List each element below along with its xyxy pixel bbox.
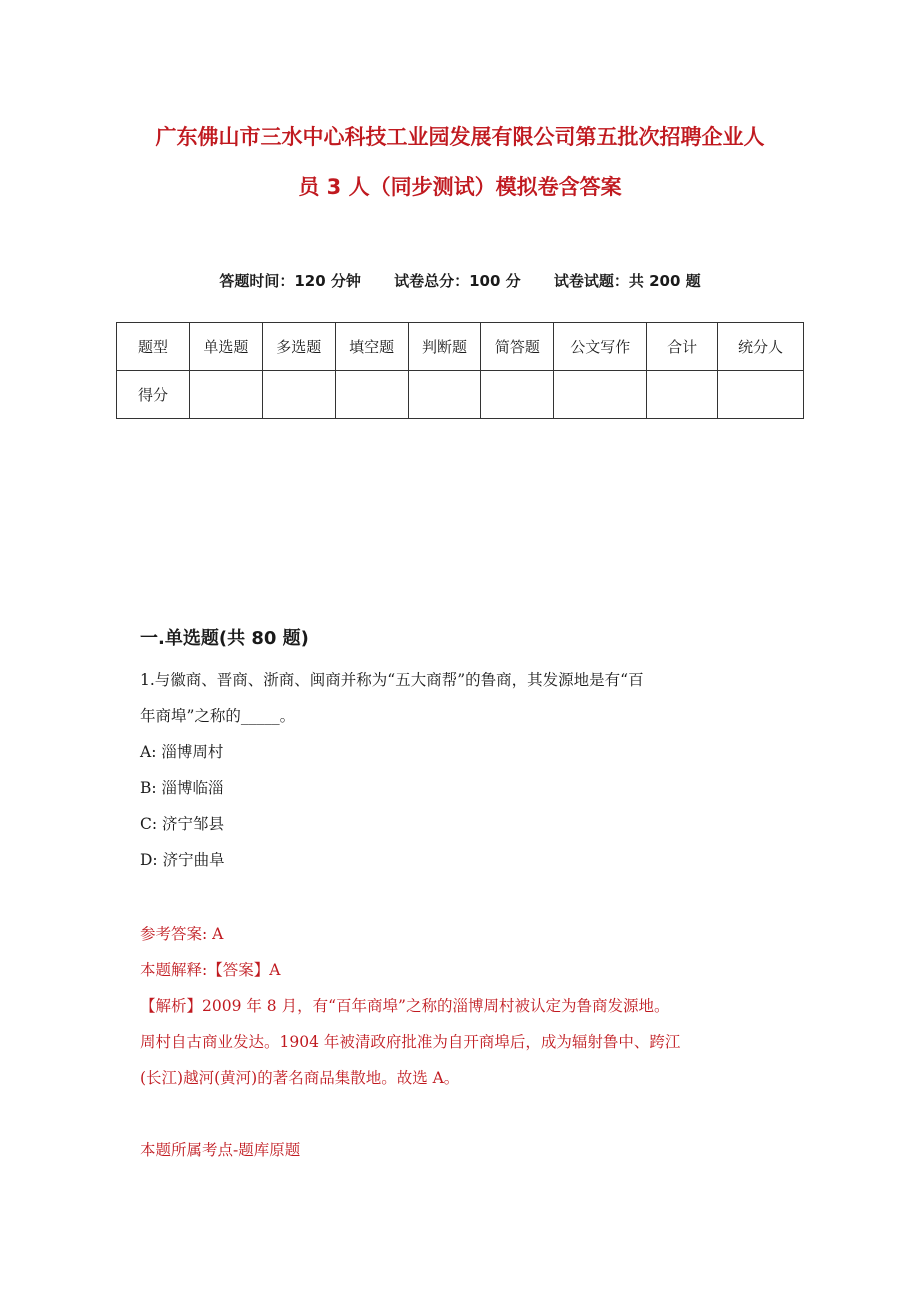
exam-total-score: 试卷总分：100 分: [394, 272, 521, 290]
score-cell: [262, 371, 335, 419]
score-table: [116, 322, 804, 419]
header-cell: 合计: [647, 323, 718, 371]
header-cell: 判断题: [408, 323, 481, 371]
score-cell: [408, 371, 481, 419]
score-cell: [554, 371, 647, 419]
title-line-2: 员 3 人（同步测试）模拟卷含答案: [298, 175, 622, 199]
explanation-line-3: (长江)越河(黄河)的著名商品集散地。故选 A。: [140, 1069, 460, 1087]
section-title: 一.单选题(共 80 题): [140, 628, 309, 649]
row-label-cell: 得分: [117, 371, 190, 419]
header-cell: 简答题: [481, 323, 554, 371]
exam-question-count: 试卷试题：共 200 题: [553, 272, 701, 290]
question-block: [140, 662, 780, 1168]
score-cell: [718, 371, 804, 419]
topic-tag: 本题所属考点-题库原题: [140, 1141, 301, 1159]
explanation-line-1: 【解析】2009 年 8 月，有“百年商埠”之称的淄博周村被认定为鲁商发源地。: [140, 997, 670, 1015]
score-table-score-row: [117, 371, 804, 419]
explanation-line-2: 周村自古商业发达。1904 年被清政府批准为自开商埠后，成为辐射鲁中、跨江: [140, 1033, 681, 1051]
exam-time: 答题时间：120 分钟: [219, 272, 361, 290]
header-cell: 单选题: [189, 323, 262, 371]
score-cell: [647, 371, 718, 419]
question-stem-line-2: 年商埠”之称的_____。: [140, 707, 296, 725]
explanation-heading: 本题解释:【答案】A: [140, 961, 281, 979]
option-b: B: 淄博临淄: [140, 779, 224, 797]
score-cell: [189, 371, 262, 419]
reference-answer: 参考答案: A: [140, 925, 224, 943]
header-cell: 公文写作: [554, 323, 647, 371]
option-d: D: 济宁曲阜: [140, 851, 225, 869]
score-cell: [481, 371, 554, 419]
question-stem-line-1: 1.与徽商、晋商、浙商、闽商并称为“五大商帮”的鲁商，其发源地是有“百: [140, 671, 644, 689]
title-line-1: 广东佛山市三水中心科技工业园发展有限公司第五批次招聘企业人: [155, 125, 765, 149]
exam-meta: [0, 270, 920, 291]
document-title: [60, 112, 860, 212]
header-cell: 多选题: [262, 323, 335, 371]
header-cell: 填空题: [335, 323, 408, 371]
option-a: A: 淄博周村: [140, 743, 224, 761]
header-cell: 题型: [117, 323, 190, 371]
score-cell: [335, 371, 408, 419]
option-c: C: 济宁邹县: [140, 815, 225, 833]
header-cell: 统分人: [718, 323, 804, 371]
score-table-header-row: [117, 323, 804, 371]
